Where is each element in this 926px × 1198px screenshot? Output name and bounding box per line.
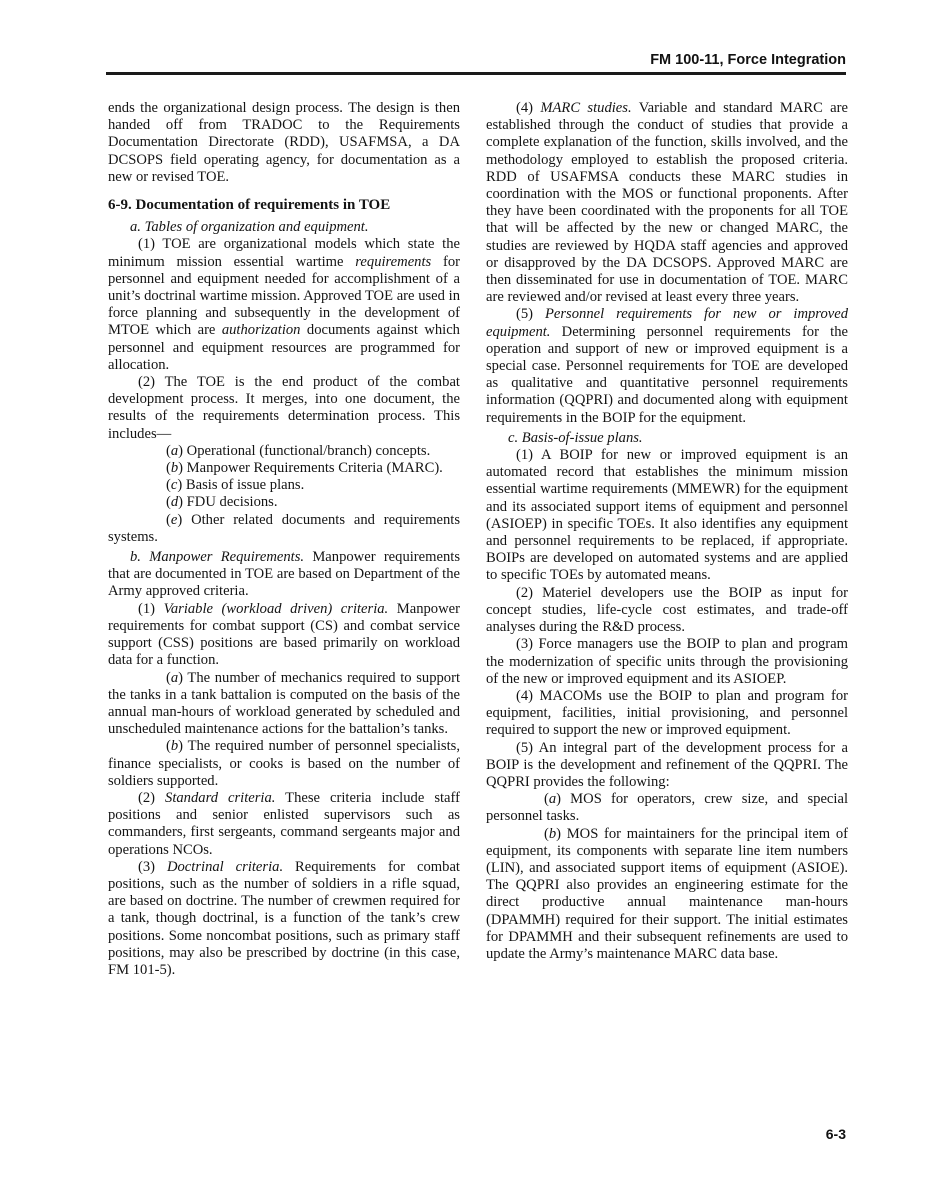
- paragraph: ends the organizational design process. The design is then handed off from TRADOC to the Requirements Documentation Directorate (RDD), USAFMSA, a DA DCSOPS field operating agency, for documentation as a new or revised TOE.: [108, 100, 460, 185]
- document-header-title: FM 100-11, Force Integration: [650, 52, 846, 68]
- paragraph: (5) Personnel requirements for new or improved equipment. Determining personnel requirements for the operation and support of new or improved equipment is a special case. Personnel requirements for TOE are developed as qualitative and quantitative personnel requirements information (QQPRI) and documented along with equipment requirements in the BOIP for the equipment.: [486, 306, 848, 426]
- paragraph: (b) Manpower Requirements Criteria (MARC).: [166, 460, 443, 477]
- paragraph: (2) Standard criteria. These criteria include staff positions and senior enlisted supervisors such as commanders, first sergeants, command sergeants major and operations NCOs.: [108, 789, 460, 858]
- paragraph: (c) Basis of issue plans.: [166, 477, 305, 494]
- column-right: [486, 100, 848, 979]
- paragraph: (1) A BOIP for new or improved equipment is an automated record that establishes the minimum mission essential wartime requirements (MMEWR) for the equipment and its associated support items of equipment and personnel (ASIOEP) in specific TOEs. It also identifies any equipment and personnel requirements to be replaced, if appropriate. BOIPs are developed on automated systems and are applied to specific TOEs by automated means.: [486, 447, 848, 584]
- paragraph: (2) Materiel developers use the BOIP as input for concept studies, life-cycle cost estimates, and trade-off analyses during the R&D process.: [486, 584, 848, 636]
- paragraph: (3) Doctrinal criteria. Requirements for combat positions, such as the number of soldiers in a rifle squad, are based on doctrine. The number of crewmen required for a tank, though doctrinal, is a function of the tank’s crew positions. Some noncombat positions, such as primary staff positions, may also be prescribed by doctrine (in this case, FM 101-5).: [108, 858, 460, 978]
- paragraph: b. Manpower Requirements. Manpower requirements that are documented in TOE are based on Department of the Army approved criteria.: [108, 549, 460, 600]
- paragraph: (b) The required number of personnel specialists, finance specialists, or cooks is based on the number of soldiers supported.: [108, 738, 460, 789]
- paragraph: (3) Force managers use the BOIP to plan and program the modernization of specific units through the provisioning of the new or improved equipment and its ASIOEP.: [486, 636, 848, 687]
- paragraph: (1) Variable (workload driven) criteria. Manpower requirements for combat support (CS) and combat service support (CSS) positions are based primarily on workload data for a function.: [108, 600, 460, 669]
- paragraph: (4) MARC studies. Variable and standard MARC are established through the conduct of studies that provide a complete explanation of the function, skills involved, and the methodology employed to establish the proposed criteria. RDD of USAFMSA conducts these MARC studies in coordination with the MOS or functional proponents. After they have been coordinated with the proponents for all TOE that will be affected by the new or changed MARC, the studies are reviewed by HQDA staff agencies and approved or disapproved by the DA DCSOPS. Approved MARC are then disseminated for use in documentation of TOE. MARC are reviewed and/or revised at least every three years.: [486, 100, 848, 306]
- paragraph: (b) MOS for maintainers for the principal item of equipment, its components with separate line item numbers (LIN), and associated support items of equipment (ASIOE). The QQPRI also provides an engineering estimate for the direct productive annual maintenance man-hours (DPAMMH) required for their support. The initial estimates for DPAMMH and their subsequent refinements are used to update the Army’s maintenance MARC data base.: [486, 825, 848, 962]
- header-rule: [106, 72, 846, 75]
- paragraph: (d) FDU decisions.: [166, 494, 278, 511]
- page-number: 6-3: [825, 1126, 846, 1142]
- paragraph: c. Basis-of-issue plans.: [508, 429, 643, 446]
- paragraph: a. Tables of organization and equipment.: [130, 219, 369, 236]
- paragraph: (4) MACOMs use the BOIP to plan and program for equipment, facilities, initial provisioning, and personnel required to support the new or improved equipment.: [486, 687, 848, 739]
- paragraph: (5) An integral part of the development process for a BOIP is the development and refinement of the QQPRI. The QQPRI provides the following:: [486, 739, 848, 790]
- paragraph: (1) TOE are organizational models which state the minimum mission essential wartime requirements for personnel and equipment needed for accomplishment of a unit’s doctrinal wartime mission. Approved TOE are used in force planning and subsequently in the development of MTOE which are authorization documents against which personnel and equipment resources are programmed for allocation.: [108, 236, 460, 373]
- paragraph: (2) The TOE is the end product of the combat development process. It merges, into one document, the results of the requirements determination process. This includes—: [108, 374, 460, 442]
- paragraph: (a) MOS for operators, crew size, and special personnel tasks.: [486, 791, 848, 825]
- paragraph: (a) Operational (functional/branch) concepts.: [166, 442, 431, 459]
- paragraph: (e) Other related documents and requirements systems.: [108, 511, 460, 545]
- column-left: [108, 100, 460, 979]
- section-heading: 6-9. Documentation of requirements in TOE: [108, 197, 391, 214]
- paragraph: (a) The number of mechanics required to support the tanks in a tank battalion is computed on the basis of the annual man-hours of workload generated by scheduled and unscheduled maintenance actions for the battalion’s tanks.: [108, 669, 460, 738]
- document-body: [108, 100, 848, 979]
